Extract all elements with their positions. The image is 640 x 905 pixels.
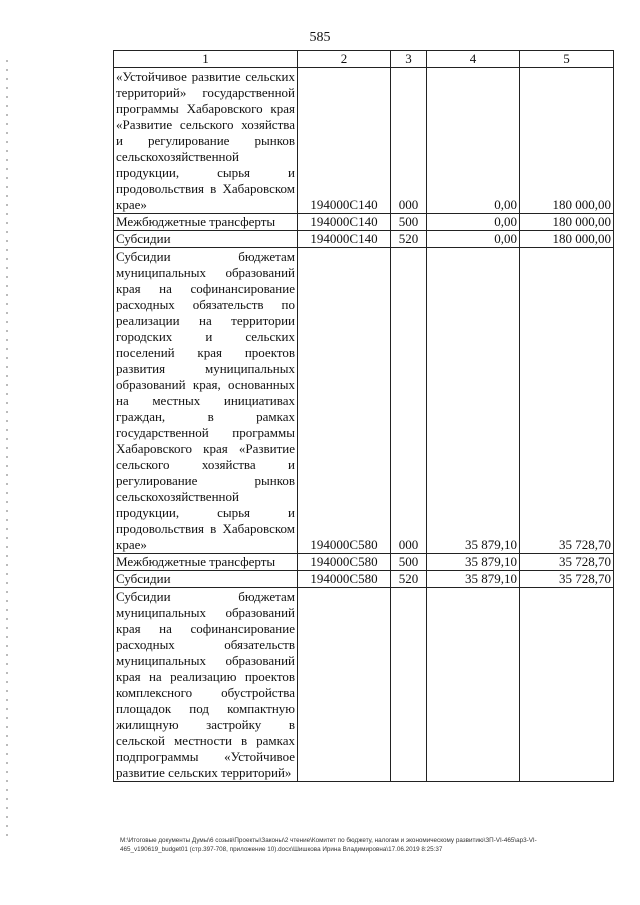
column-header-5: 5 bbox=[520, 51, 614, 68]
table-header-row bbox=[114, 51, 614, 68]
row-value-5: 35 728,70 bbox=[520, 571, 614, 588]
row-value-5 bbox=[520, 588, 614, 782]
row-code: 194000С140 bbox=[298, 231, 391, 248]
row-value-5: 35 728,70 bbox=[520, 248, 614, 554]
footer-path-line-2: 465_v190619_budget01 (стр.397-708, приложение 10).docx\Шишкова Ирина Владимировна\17.06.2019 8:25:37 bbox=[120, 846, 443, 853]
document-footer bbox=[120, 836, 615, 854]
table-row bbox=[114, 68, 614, 214]
row-value-5: 35 728,70 bbox=[520, 554, 614, 571]
row-type: 000 bbox=[391, 248, 427, 554]
row-type: 000 bbox=[391, 68, 427, 214]
column-header-4: 4 bbox=[427, 51, 520, 68]
row-name: Межбюджетные трансферты bbox=[114, 554, 298, 571]
column-header-3: 3 bbox=[391, 51, 427, 68]
row-code: 194000С580 bbox=[298, 571, 391, 588]
row-name: Субсидии бюджетам муниципальных образований края на софинансирование расходных обязательств по реализации на территории городских и сельских поселений края проектов развития муниципальных образований края, основанных на местных инициативах граждан, в рамках государственной программы Хабаровского края «Развитие сельского хозяйства и регулирование рынков сельскохозяйственной продукции, сырья и продовольствия в Хабаровском крае» bbox=[114, 248, 298, 554]
row-name: Субсидии bbox=[114, 571, 298, 588]
margin-binding-marks bbox=[6, 60, 8, 840]
row-code bbox=[298, 588, 391, 782]
table-row bbox=[114, 554, 614, 571]
row-value-5: 180 000,00 bbox=[520, 231, 614, 248]
row-code: 194000С140 bbox=[298, 68, 391, 214]
row-name: Межбюджетные трансферты bbox=[114, 214, 298, 231]
row-type: 500 bbox=[391, 554, 427, 571]
row-value-4: 35 879,10 bbox=[427, 554, 520, 571]
row-name: Субсидии бюджетам муниципальных образований края на софинансирование расходных обязательств муниципальных образований края на реализацию проектов комплексного обустройства площадок под компактную жилищную застройку в сельской местности в рамках подпрограммы «Устойчивое развитие сельских территорий» bbox=[114, 588, 298, 782]
row-value-4: 35 879,10 bbox=[427, 571, 520, 588]
budget-table bbox=[113, 50, 614, 782]
column-header-1: 1 bbox=[114, 51, 298, 68]
footer-path-line-1: М:\Итоговые документы Думы\6 созыв\Проекты\Законы\2 чтение\Комитет по бюджету, налогам и экономическому развитию\ЗП-VI-465\ap3-VI- bbox=[120, 837, 537, 844]
row-value-4: 0,00 bbox=[427, 231, 520, 248]
row-name: «Устойчивое развитие сельских территорий» государственной программы Хабаровского края «Развитие сельского хозяйства и регулирование рынков сельскохозяйственной продукции, сырья и продовольствия в Хабаровском крае» bbox=[114, 68, 298, 214]
column-header-2: 2 bbox=[298, 51, 391, 68]
row-code: 194000С140 bbox=[298, 214, 391, 231]
row-value-4: 0,00 bbox=[427, 214, 520, 231]
table-row bbox=[114, 248, 614, 554]
table-row bbox=[114, 571, 614, 588]
table-row bbox=[114, 214, 614, 231]
row-type: 520 bbox=[391, 571, 427, 588]
row-value-4 bbox=[427, 588, 520, 782]
row-type: 500 bbox=[391, 214, 427, 231]
table-row bbox=[114, 588, 614, 782]
row-value-5: 180 000,00 bbox=[520, 68, 614, 214]
row-value-4: 35 879,10 bbox=[427, 248, 520, 554]
row-value-5: 180 000,00 bbox=[520, 214, 614, 231]
row-value-4: 0,00 bbox=[427, 68, 520, 214]
row-type bbox=[391, 588, 427, 782]
row-code: 194000С580 bbox=[298, 554, 391, 571]
table-row bbox=[114, 231, 614, 248]
row-type: 520 bbox=[391, 231, 427, 248]
row-name: Субсидии bbox=[114, 231, 298, 248]
page-number: 585 bbox=[309, 30, 331, 45]
row-code: 194000С580 bbox=[298, 248, 391, 554]
